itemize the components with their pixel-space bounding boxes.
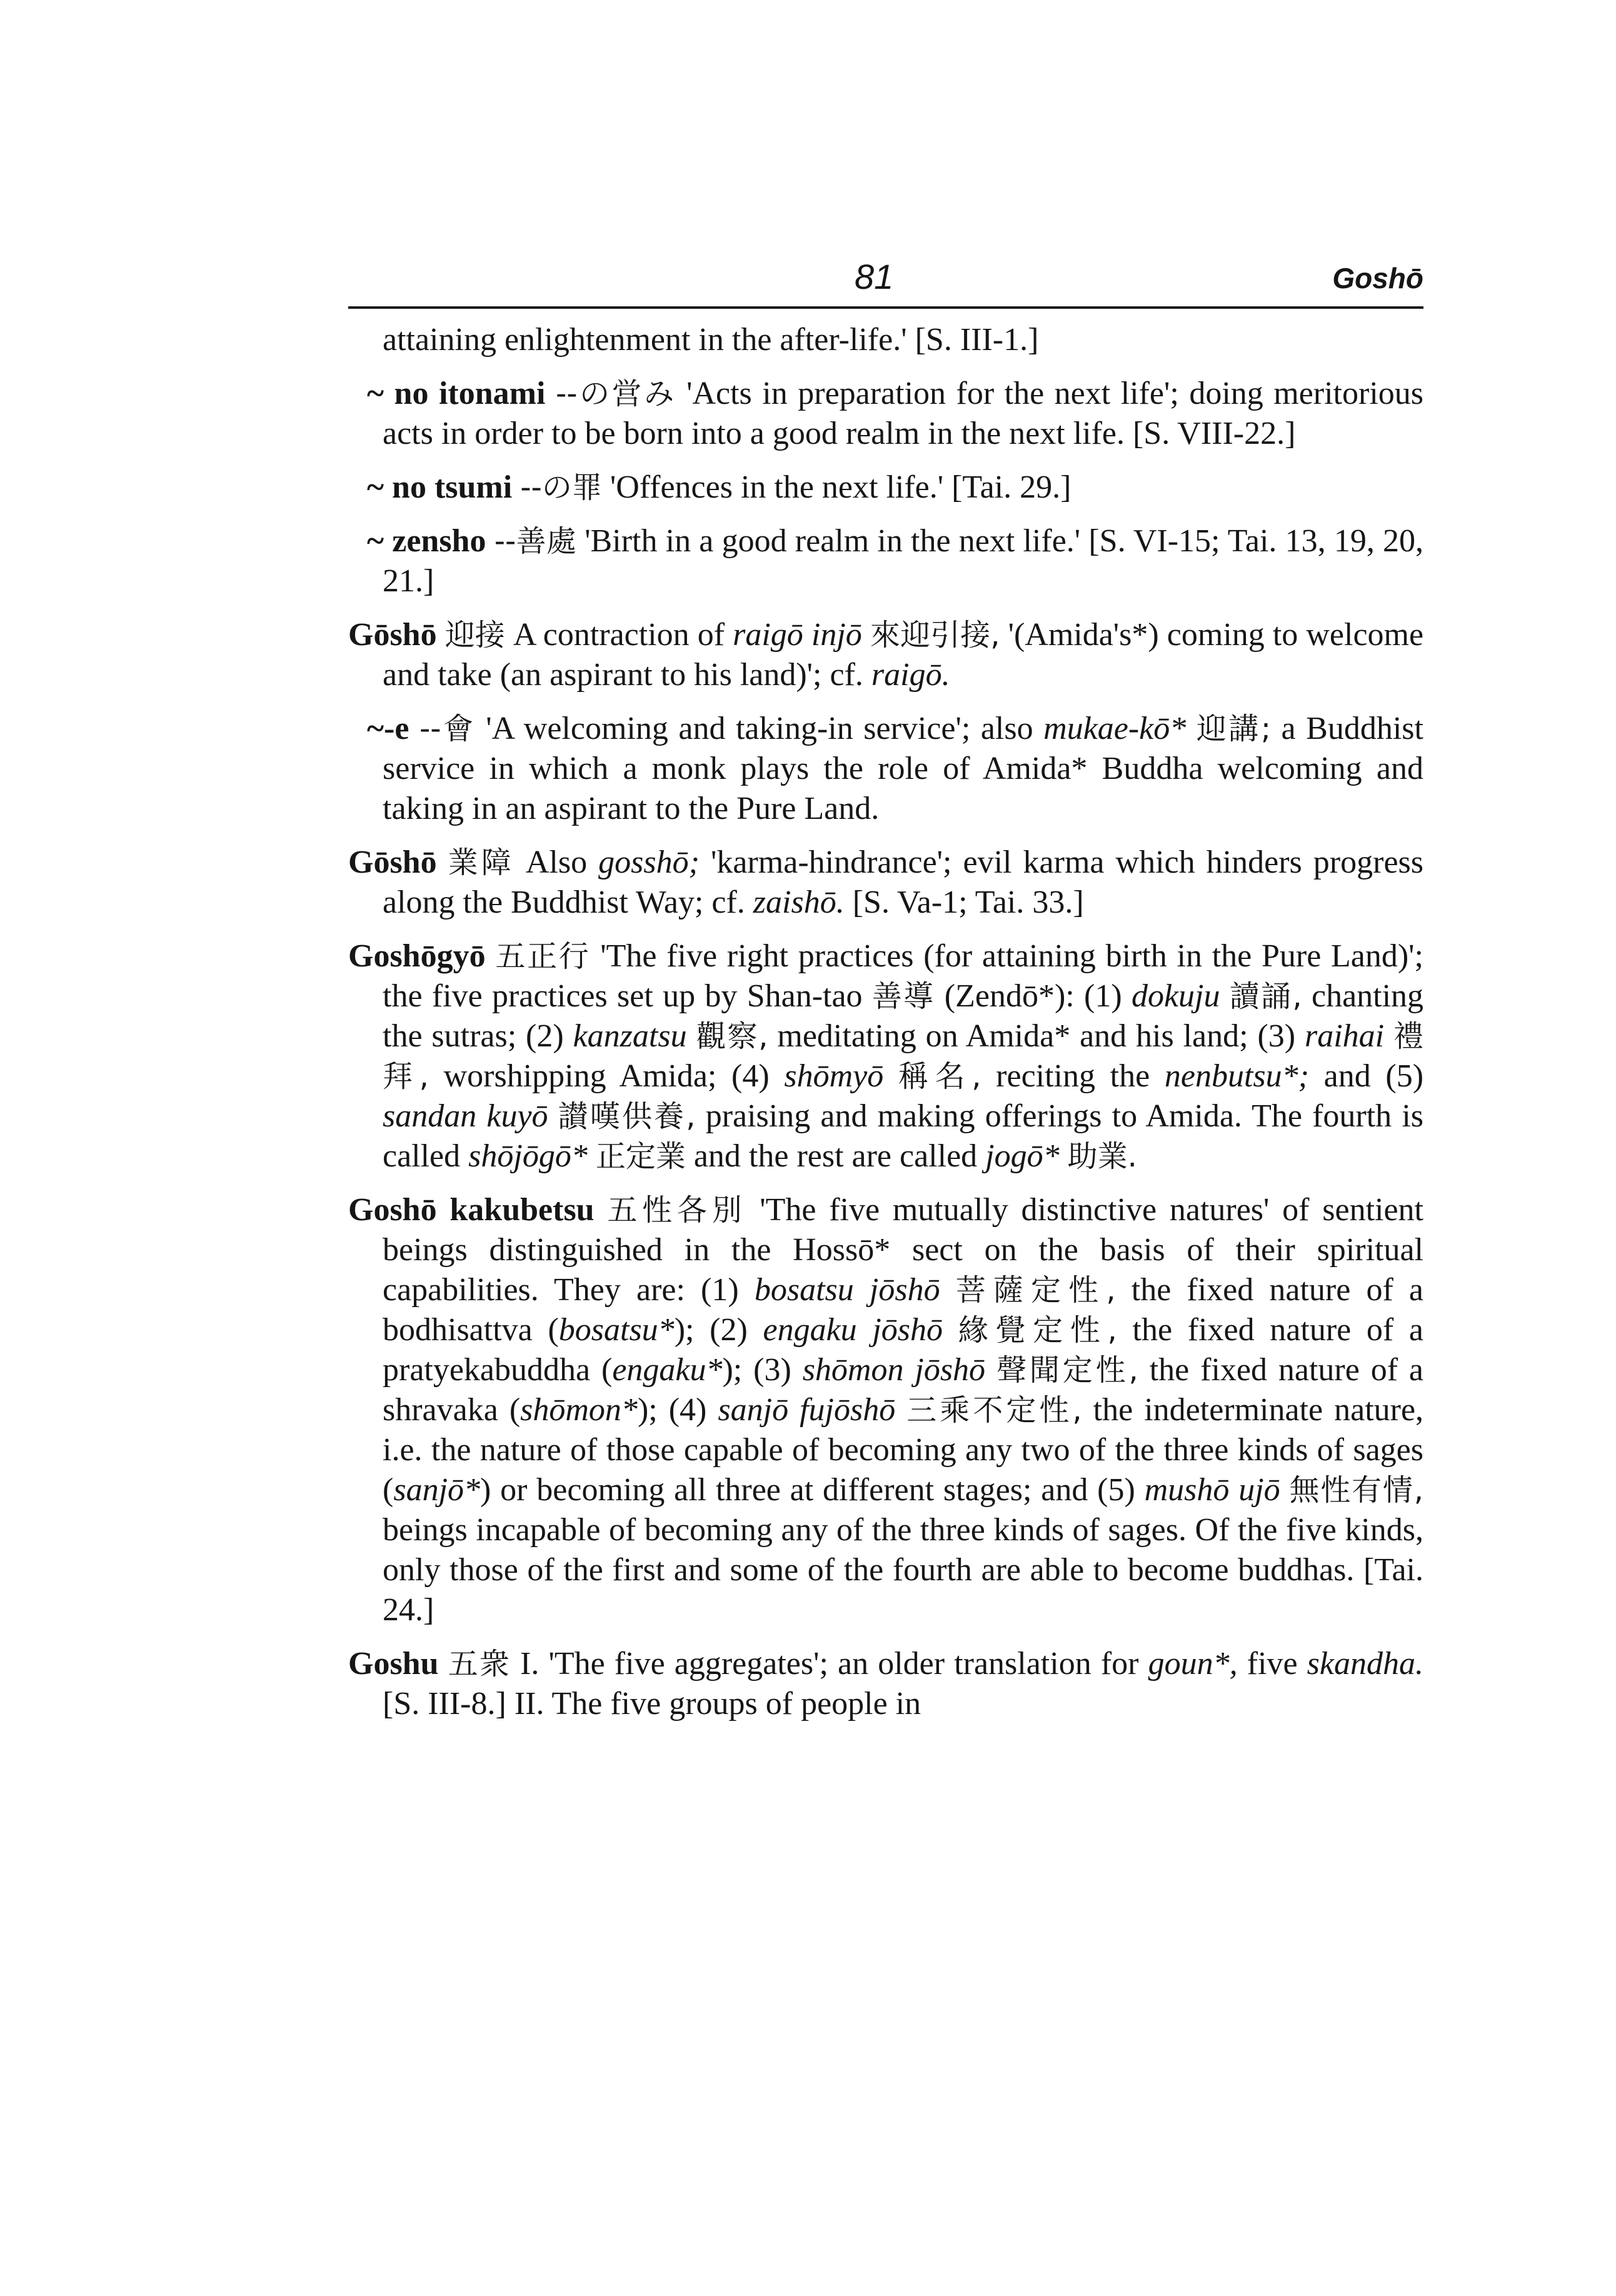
page-header: [348, 256, 1423, 306]
header-rule: [348, 306, 1423, 309]
entry-continuation: attaining enlightenment in the after-life.' [S. III-1.]: [383, 322, 1039, 358]
kanji: 五性各別: [607, 1193, 747, 1228]
entries-body: [348, 320, 1423, 1738]
entry-goshogyo: Goshōgyō 五正行 'The five right practices (for attaining birth in the Pure Land)'; the five practices set up by Shan-tao 善導 (Zendō*): (1) dokuju 讀誦, chanting the sutras; (2) kanzatsu 觀察, meditating on Amida* and his land; (3) raihai 禮拜, worshipping Amida; (4) shōmyō 稱名, reciting the nenbutsu*; and (5) sandan kuyō 讃嘆供養, praising and making offerings to Amida. The fourth is called shōjōgō* 正定業 and the rest are called jogō* 助業.: [348, 938, 1424, 1174]
entry-gosho-geisho: Gōshō 迎接 A contraction of raigō injō 來迎引接, '(Amida's*) coming to welcome and take (an aspirant to his land)'; cf. raigō.: [348, 617, 1424, 693]
headword: ~ zensho: [367, 523, 486, 559]
headword: ~ no itonami: [367, 376, 546, 411]
headword: Gōshō: [348, 845, 437, 880]
entry-gosho-karma: Gōshō 業障 Also gosshō; 'karma-hindrance'; evil karma which hinders progress along the Buddhist Way; cf. zaishō. [S. Va-1; Tai. 33.]: [348, 845, 1423, 920]
kanji: --の罪: [520, 470, 602, 505]
headword: Goshu: [348, 1646, 439, 1682]
definition: 'Offences in the next life.' [Tai. 29.]: [610, 469, 1071, 505]
headword: ~ no tsumi: [367, 469, 513, 505]
entry-gosho-kakubetsu: Goshō kakubetsu 五性各別 'The five mutually distinctive natures' of sentient beings distinguished in the Hossō* sect on the basis of their spiritual capabilities. They are: (1) bosatsu jōshō 菩薩定性, the fixed nature of a bodhisattva (bosatsu*); (2) engaku jōshō 緣覺定性, the fixed nature of a pratyekabuddha (engaku*); (3) shōmon jōshō 聲聞定性, the fixed nature of a shravaka (shōmon*); (4) sanjō fujōshō 三乘不定性, the indeterminate nature, i.e. the nature of those capable of becoming any two of the three kinds of sages (sanjō*) or becoming all three at different stages; and (5) mushō ujō 無性有情, beings incapable of becoming any of the three kinds of sages. Of the five kinds, only those of the first and some of the fourth are able to become buddhas. [Tai. 24.]: [348, 1192, 1424, 1628]
kanji: --會: [419, 711, 476, 746]
entry-gosho-e: ~-e --會 'A welcoming and taking-in service'; also mukae-kō* 迎講; a Buddhist service in which a monk plays the role of Amida* Buddha welcoming and taking in an aspirant to the Pure Land.: [367, 711, 1423, 826]
page-number: 81: [855, 257, 894, 296]
running-head: Goshō: [1332, 262, 1423, 294]
headword: Goshōgyō: [348, 938, 486, 974]
kanji: 迎接: [444, 618, 505, 653]
definition: 'Birth in a good realm in the next life.' [S. VI-15; Tai. 13, 19, 20, 21.]: [383, 523, 1424, 599]
headword: Gōshō: [348, 617, 437, 653]
entry-zensho: [348, 521, 1423, 601]
kanji: 五正行: [495, 939, 591, 974]
definition: 'Acts in preparation for the next life'; doing meritorious acts in order to be born into a good realm in the next life. [S. VIII-22.]: [383, 376, 1424, 451]
kanji: 業障: [448, 845, 514, 880]
kanji: --善處: [494, 524, 576, 559]
kanji: 五衆: [448, 1647, 511, 1682]
headword: ~-e: [367, 711, 409, 746]
entry-no-tsumi: [348, 468, 1423, 508]
entry-goshu: Goshu 五衆 I. 'The five aggregates'; an older translation for goun*, five skandha. [S. III-8.] II. The five groups of people in: [348, 1646, 1423, 1722]
entry-no-itonami: [348, 374, 1423, 454]
kanji: --の営み: [555, 376, 676, 411]
headword: Goshō kakubetsu: [348, 1192, 595, 1228]
